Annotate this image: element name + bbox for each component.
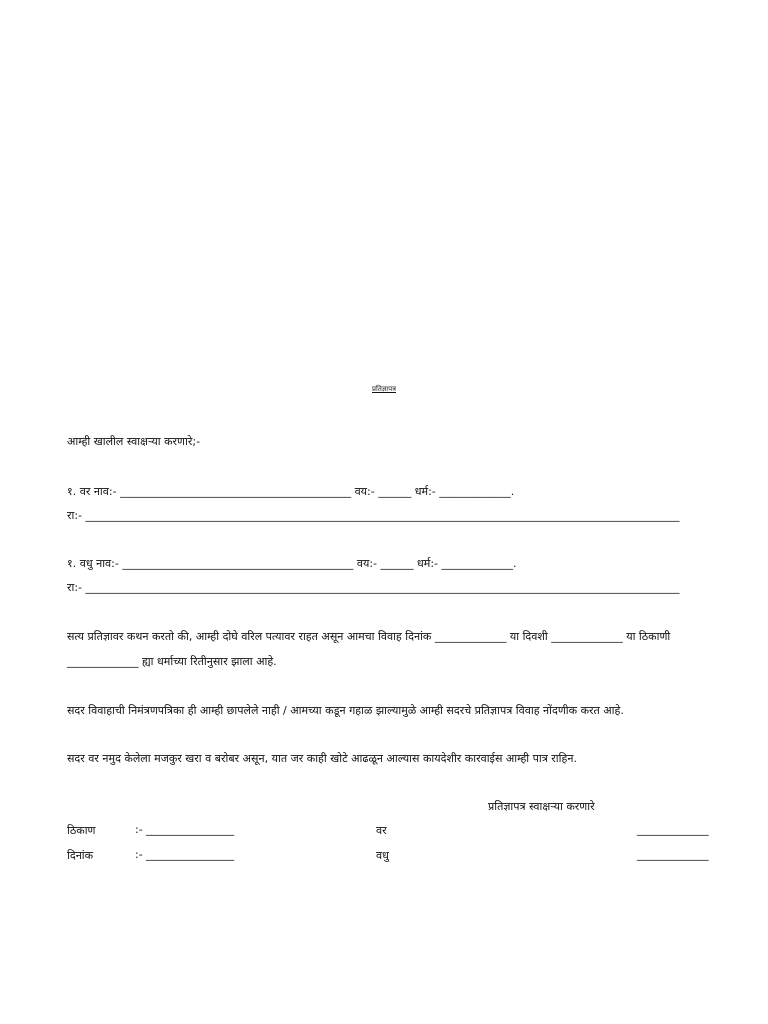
- bride-details-line: १. वधु नाव:- __________________________________________ वय:- ______ धर्म:- _____________.: [67, 557, 517, 570]
- groom-address-line: रा:- ____________________________________________________________________________________________________________: [67, 509, 680, 522]
- groom-signature-line: _____________: [637, 823, 709, 836]
- signatories-heading: प्रतिज्ञापत्र स्वाक्षऱ्या करणारे: [488, 800, 595, 813]
- document-title: प्रतिज्ञापत्र: [372, 385, 396, 393]
- intro-text: आम्ही खालील स्वाक्षऱ्या करणारे;-: [67, 435, 201, 448]
- truth-paragraph: सदर वर नमुद केलेला मजकुर खरा व बरोबर असून, यात जर काही खोटे आढळून आल्यास कायदेशीर कारवाईस आम्ही पात्र राहिन.: [67, 752, 577, 765]
- bride-sign-label: वधु: [376, 849, 389, 862]
- bride-signature-line: _____________: [637, 848, 709, 861]
- date-value: :- ________________: [135, 848, 235, 861]
- groom-sign-label: वर: [376, 824, 387, 837]
- date-label: दिनांक: [67, 849, 94, 862]
- place-label: ठिकाण: [67, 824, 96, 837]
- declaration-line-1: सत्य प्रतिज्ञावर कथन करतो की, आम्ही दोघे वरिल पत्यावर राहत असून आमचा विवाह दिनांक _____________ या दिवशी _____________ या ठिकाणी: [67, 630, 671, 643]
- invitation-paragraph: सदर विवाहाची निमंत्रणपत्रिका ही आम्ही छापलेले नाही / आमच्या कडून गहाळ झाल्यामुळे आम्ही सदरचे प्रतिज्ञापत्र विवाह नोंदणीक करत आहे.: [67, 704, 624, 717]
- groom-details-line: १. वर नाव:- __________________________________________ वय:- ______ धर्म:- _____________.: [67, 485, 515, 498]
- place-value: :- ________________: [135, 823, 235, 836]
- declaration-line-2: _____________ ह्या धर्माच्या रितीनुसार झाला आहे.: [67, 655, 277, 668]
- bride-address-line: रा:- ____________________________________________________________________________________________________________: [67, 581, 680, 594]
